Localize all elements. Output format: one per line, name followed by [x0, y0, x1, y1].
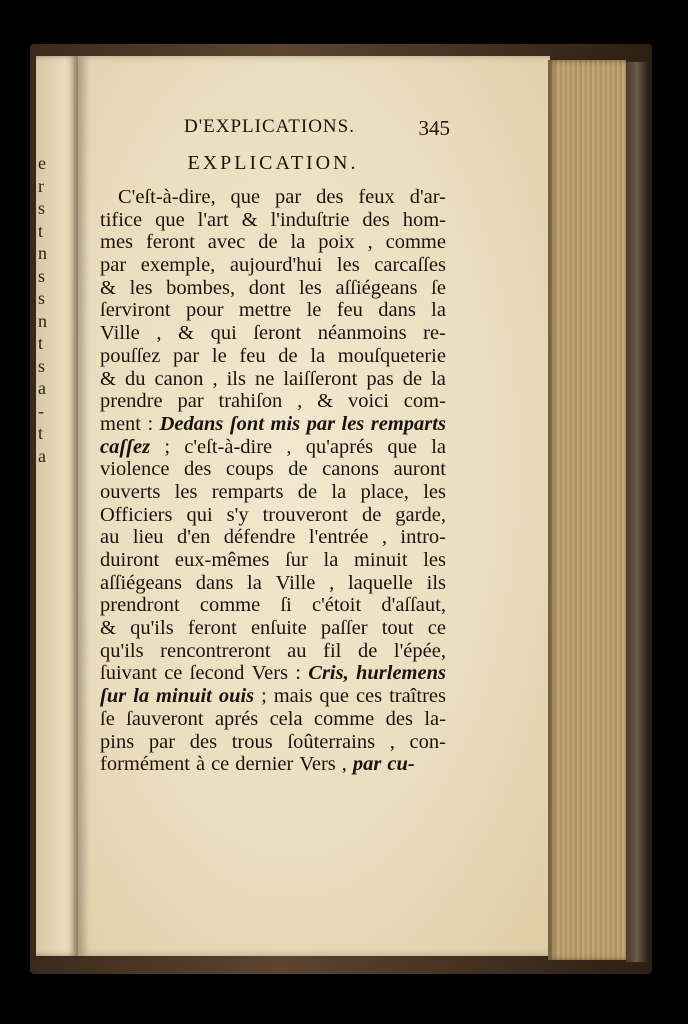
- word: ſerviront: [100, 299, 171, 322]
- word: &: [241, 208, 258, 231]
- word: laiſſeront: [283, 367, 358, 390]
- word: dernier: [235, 753, 294, 776]
- word: qui: [186, 503, 213, 526]
- word: pas: [366, 367, 394, 390]
- word: ment: [100, 412, 141, 435]
- word: comme: [199, 594, 261, 617]
- word: d'ar-: [409, 186, 446, 208]
- word: aujourd'hui: [229, 254, 323, 277]
- word: de: [357, 639, 378, 662]
- word: &: [100, 367, 116, 390]
- word: coups: [225, 458, 274, 481]
- left-page-fragment: s: [38, 288, 46, 308]
- italic-word: Cris,: [308, 662, 349, 685]
- word: C'eſt-à-dire,: [118, 186, 216, 208]
- word: ſe: [431, 276, 446, 299]
- text-line: [100, 549, 446, 572]
- left-page-fragment: t: [38, 423, 44, 443]
- word: trahiſon: [218, 390, 283, 413]
- text-line: [100, 685, 446, 708]
- word: la: [431, 367, 446, 390]
- word: ſauveront: [126, 707, 204, 730]
- word: qu'ils: [100, 639, 144, 662]
- running-title: D'EXPLICATIONS.: [184, 116, 355, 137]
- word: de: [402, 367, 423, 390]
- word: mouſqueterie: [337, 344, 446, 367]
- word: s'y: [226, 503, 249, 526]
- word: la: [331, 480, 347, 503]
- italic-word: la: [133, 685, 150, 708]
- word: les: [336, 254, 360, 277]
- word: d'en: [177, 526, 211, 549]
- text-line: [100, 458, 446, 481]
- italic-word: par: [352, 753, 382, 776]
- word: du: [124, 367, 146, 390]
- word: le: [211, 344, 227, 367]
- word: pins: [100, 730, 135, 753]
- word: de: [288, 458, 308, 481]
- body-text: [100, 186, 446, 776]
- word: feu: [239, 344, 266, 367]
- text-line: [100, 572, 446, 595]
- text-line: [100, 345, 446, 368]
- text-line: [100, 640, 446, 663]
- word: &: [317, 390, 334, 413]
- word: canon: [154, 367, 204, 390]
- text-line: [100, 390, 446, 413]
- word: l'entrée: [308, 526, 369, 549]
- word: par: [275, 186, 302, 208]
- word: pour: [185, 299, 224, 322]
- word: ſecond: [189, 662, 245, 685]
- word: ne: [254, 367, 275, 390]
- word: Ville: [275, 571, 316, 594]
- word: &: [100, 276, 116, 299]
- word: con-: [409, 730, 446, 753]
- word: dans: [378, 299, 416, 322]
- text-line: [100, 731, 446, 754]
- word: ,: [297, 390, 303, 413]
- word: la: [247, 571, 262, 594]
- word: des: [385, 707, 413, 730]
- word: ,: [367, 231, 373, 254]
- word: Vers: [299, 753, 336, 776]
- text-line: [100, 504, 446, 527]
- word: que: [319, 685, 349, 708]
- word: trouveront: [262, 503, 348, 526]
- word: avec: [207, 231, 246, 254]
- word: :: [295, 662, 301, 685]
- word: les: [423, 549, 446, 571]
- word: :: [147, 412, 154, 435]
- left-page-edge: [36, 56, 78, 956]
- text-line: [100, 186, 446, 209]
- word: violence: [100, 458, 170, 481]
- text-line: [100, 594, 446, 617]
- word: des: [362, 208, 390, 231]
- word: l'art: [197, 208, 229, 231]
- word: que: [155, 208, 185, 231]
- left-page-fragment: n: [38, 243, 47, 263]
- word: fil: [323, 639, 342, 662]
- word: formément: [100, 753, 190, 776]
- page-header: [174, 116, 450, 146]
- word: ,: [329, 571, 335, 594]
- text-line: [100, 662, 446, 685]
- word: &: [178, 322, 194, 345]
- word: les: [423, 480, 446, 503]
- word: défendre: [223, 526, 296, 549]
- word: bombes,: [166, 276, 236, 299]
- text-line: [100, 526, 446, 549]
- word: de: [258, 231, 278, 254]
- word: dans: [195, 571, 234, 594]
- word: comme: [313, 707, 375, 730]
- word: ,: [156, 322, 162, 345]
- word: par: [148, 730, 176, 753]
- word: des: [183, 458, 212, 481]
- page-block-edges: [548, 60, 626, 960]
- word: qu'ils: [130, 617, 174, 640]
- word: place,: [360, 480, 409, 503]
- italic-word: mis: [270, 412, 301, 435]
- word: qui: [210, 322, 237, 345]
- word: eux-mêmes: [174, 549, 270, 571]
- word: tifice: [100, 208, 143, 231]
- text-line: [100, 254, 446, 277]
- text-line: [100, 617, 446, 640]
- word: tout: [381, 617, 414, 640]
- word: pouſſez: [100, 344, 161, 367]
- text-line: [100, 277, 446, 300]
- word: minuit: [353, 549, 408, 571]
- left-page-fragment: s: [38, 355, 46, 376]
- word: des: [189, 730, 218, 753]
- word: ce: [211, 753, 230, 776]
- text-line: [100, 708, 446, 731]
- word: les: [298, 276, 322, 299]
- word: d'aſſaut,: [381, 594, 446, 617]
- word: la: [431, 435, 446, 458]
- text-line: [100, 209, 446, 232]
- italic-word: par: [306, 412, 336, 435]
- word: la: [431, 299, 446, 322]
- word: la: [290, 231, 306, 254]
- word: ,: [389, 730, 395, 753]
- word: cela: [269, 707, 303, 730]
- left-page-fragment: t: [38, 220, 44, 241]
- word: feu: [336, 299, 363, 322]
- word: de: [361, 503, 382, 526]
- word: auront: [393, 458, 446, 481]
- word: ces: [355, 685, 383, 708]
- word: carcaſſes: [374, 254, 446, 277]
- left-page-fragment: t: [38, 333, 44, 353]
- word: feront: [187, 617, 237, 640]
- word: ,: [381, 526, 387, 549]
- page-number: 345: [418, 116, 450, 140]
- word: lieu: [132, 526, 164, 549]
- word: hom-: [402, 208, 446, 231]
- word: de: [278, 344, 298, 367]
- word: ouverts: [100, 480, 161, 503]
- left-page-fragment: a: [38, 445, 46, 466]
- word: feux: [358, 186, 395, 208]
- word: com-: [403, 390, 446, 413]
- word: exemple,: [140, 254, 216, 277]
- word: prendre: [100, 390, 163, 413]
- word: enſuite: [250, 617, 307, 640]
- word: l'épée,: [393, 639, 446, 662]
- left-page-fragment: -: [38, 400, 44, 421]
- word: voici: [347, 390, 389, 413]
- word: aſſiégeans: [100, 571, 182, 594]
- word: ſeront: [253, 322, 302, 345]
- word: duiront: [100, 549, 160, 571]
- word: ſuivant: [100, 662, 157, 685]
- left-page-text-fragments: [38, 152, 78, 467]
- italic-word: ſur: [100, 685, 127, 708]
- italic-word: Dedans: [159, 412, 224, 435]
- word: aſſiégeans: [335, 276, 418, 299]
- text-line: [100, 481, 446, 504]
- word: ce: [164, 662, 183, 685]
- word: Ville: [100, 322, 140, 345]
- word: prendront: [100, 594, 180, 617]
- word: canons: [322, 458, 380, 481]
- word: garde,: [395, 503, 446, 526]
- word: les: [174, 480, 198, 503]
- word: au: [100, 526, 120, 549]
- left-page-fragment: e: [38, 153, 46, 173]
- word: poix: [318, 231, 355, 254]
- word: la: [310, 344, 326, 367]
- word: ,: [341, 753, 347, 776]
- word: au: [287, 639, 307, 662]
- italic-word: hurlemens: [355, 662, 446, 685]
- text-line: [100, 299, 446, 322]
- text-line: [100, 322, 446, 345]
- italic-word: ſont: [229, 412, 265, 435]
- word: comme: [385, 231, 446, 254]
- left-page-fragment: s: [38, 265, 46, 286]
- word: ſur: [285, 549, 308, 571]
- word: l'induſtrie: [270, 208, 350, 231]
- word: ,: [286, 435, 292, 458]
- word: traîtres: [389, 685, 446, 708]
- word: Officiers: [100, 503, 173, 526]
- word: ;: [164, 435, 171, 458]
- word: mettre: [238, 299, 292, 322]
- text-line: [100, 231, 446, 254]
- word: rencontreront: [160, 639, 271, 662]
- word: néanmoins: [317, 322, 407, 345]
- italic-word: cu-: [387, 753, 415, 776]
- italic-word: les: [341, 412, 365, 435]
- word: ce: [427, 617, 446, 640]
- text-line: [100, 436, 446, 459]
- word: intro-: [400, 526, 446, 549]
- italic-word: ouis: [218, 685, 255, 708]
- word: des: [316, 186, 344, 208]
- italic-word: caſſez: [100, 435, 151, 458]
- left-page-fragment: n: [38, 310, 47, 331]
- word: Vers: [251, 662, 289, 685]
- book-spine-edge: [626, 62, 648, 962]
- word: à: [195, 753, 206, 776]
- italic-word: minuit: [156, 685, 212, 708]
- word: par: [100, 254, 127, 277]
- text-line: [100, 753, 446, 776]
- left-page-fragment: a: [38, 378, 46, 398]
- word: paſſer: [320, 617, 368, 640]
- word: ,: [212, 367, 218, 390]
- word: mais: [273, 685, 313, 708]
- word: ;: [261, 685, 267, 708]
- word: ils: [226, 367, 246, 390]
- word: &: [100, 617, 116, 640]
- word: mes: [100, 231, 134, 254]
- word: la-: [424, 707, 446, 730]
- text-line: [100, 413, 446, 436]
- word: re-: [423, 322, 446, 345]
- word: dont: [248, 276, 286, 299]
- word: par: [177, 390, 204, 413]
- word: le: [306, 299, 322, 322]
- italic-word: remparts: [370, 412, 446, 435]
- word: que: [230, 186, 261, 208]
- word: de: [297, 480, 318, 503]
- left-page-fragment: s: [38, 198, 46, 218]
- word: ſi: [280, 594, 292, 617]
- word: c'étoit: [311, 594, 362, 617]
- left-page-fragment: r: [38, 175, 44, 196]
- word: les: [129, 276, 153, 299]
- word: la: [323, 549, 339, 571]
- word: trous: [231, 730, 273, 753]
- word: laquelle: [347, 571, 413, 594]
- text-line: [100, 368, 446, 391]
- section-heading: EXPLICATION.: [187, 152, 359, 174]
- word: aprés: [214, 707, 259, 730]
- word: feront: [145, 231, 195, 254]
- word: c'eſt-à-dire: [184, 435, 273, 458]
- word: ſoûterrains: [287, 730, 376, 753]
- word: par: [173, 344, 200, 367]
- word: que: [387, 435, 417, 458]
- word: ſe: [100, 707, 115, 730]
- word: ils: [426, 571, 446, 594]
- word: remparts: [211, 480, 284, 503]
- word: qu'aprés: [305, 435, 374, 458]
